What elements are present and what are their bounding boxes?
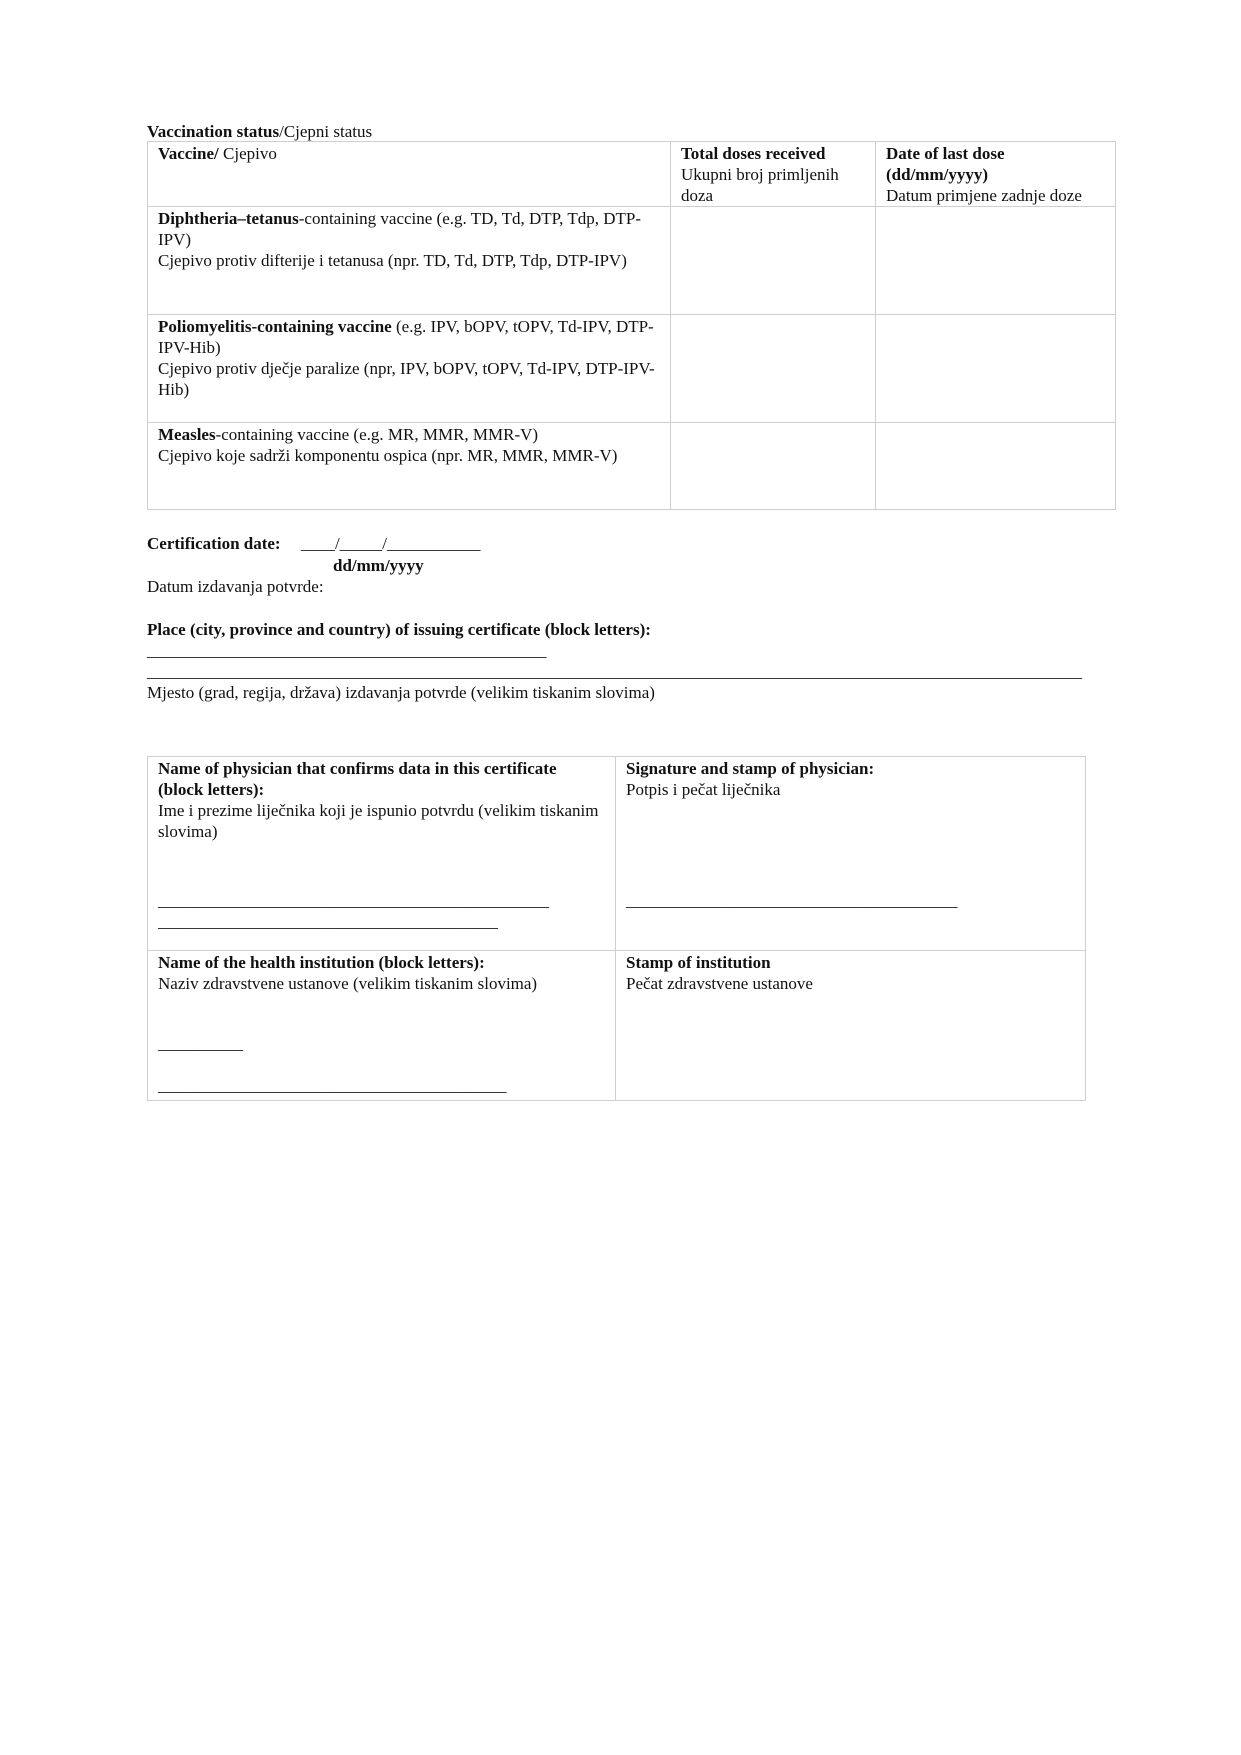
header-vaccine [148, 142, 671, 207]
place-field-line-1[interactable]: _______________________________________________ [147, 641, 547, 660]
signature-label: Signature and stamp of physician: [626, 759, 875, 778]
vaccine-desc-en: -containing vaccine (e.g. TD, Td, DTP, Tdp, DTP-IPV) [158, 209, 642, 249]
heading-rest: /Cjepni status [279, 122, 373, 141]
institution-stamp-cell [616, 951, 1086, 1101]
institution-name-line-2[interactable]: _________________________________________ [158, 1076, 507, 1095]
certification-date-field[interactable]: ____/_____/___________ [301, 534, 481, 553]
vaccine-cell [148, 207, 671, 315]
header-vaccine-bold: Vaccine/ [158, 144, 219, 163]
vaccine-cell [148, 315, 671, 423]
place-hr-label: Mjesto (grad, regija, država) izdavanja potvrde (velikim tiskanim slovima) [147, 683, 655, 702]
physician-name-line-1[interactable]: ______________________________________________ [158, 891, 549, 910]
header-date-rest: Datum primjene zadnje doze [886, 186, 1082, 205]
vaccine-desc-hr: Cjepivo koje sadrži komponentu ospica (npr. MR, MMR, MMR-V) [158, 446, 618, 465]
vaccine-name-bold: Measles [158, 425, 216, 444]
institution-name-hr-label: Naziv zdravstvene ustanove (velikim tiskanim slovima) [158, 974, 538, 993]
physician-name-line-2[interactable]: ________________________________________ [158, 912, 498, 931]
doses-cell[interactable] [671, 207, 876, 315]
header-date-bold: Date of last dose (dd/mm/yyyy) [886, 144, 1005, 184]
vaccine-desc-hr: Cjepivo protiv dječje paralize (npr, IPV, bOPV, tOPV, Td-IPV, DTP-IPV-Hib) [158, 359, 655, 399]
vaccine-cell [148, 423, 671, 510]
header-doses [671, 142, 876, 207]
physician-name-label: Name of physician that confirms data in this certificate (block letters): [158, 759, 557, 799]
signature-table-row [148, 757, 1086, 951]
signature-line[interactable]: _______________________________________ [626, 891, 958, 910]
header-last-dose [876, 142, 1116, 207]
signature-table-row [148, 951, 1086, 1101]
physician-name-cell [148, 757, 616, 951]
physician-signature-cell [616, 757, 1086, 951]
vaccine-desc-en: -containing vaccine (e.g. MR, MMR, MMR-V) [215, 425, 539, 444]
table-row [148, 207, 1116, 315]
place-field-line-2[interactable]: ______________________________________________________________________________________________________________ [147, 662, 1082, 681]
institution-name-label: Name of the health institution (block letters): [158, 953, 485, 972]
header-vaccine-rest: Cjepivo [218, 144, 277, 163]
signature-table [147, 756, 1086, 1101]
vaccine-desc-hr: Cjepivo protiv difterije i tetanusa (npr. TD, Td, DTP, Tdp, DTP-IPV) [158, 251, 627, 270]
doses-cell[interactable] [671, 315, 876, 423]
certification-date-row [147, 533, 281, 554]
physician-name-hr-label: Ime i prezime liječnika koji je ispunio potvrdu (velikim tiskanim slovima) [158, 801, 599, 841]
table-row [148, 315, 1116, 423]
date-format-hint: dd/mm/yyyy [333, 556, 424, 575]
table-row [148, 423, 1116, 510]
vaccine-name-bold: Poliomyelitis-containing vaccine [158, 317, 392, 336]
vaccination-table [147, 141, 1116, 510]
last-dose-date-cell[interactable] [876, 207, 1116, 315]
stamp-label: Stamp of institution [626, 953, 771, 972]
section-heading [147, 121, 372, 142]
stamp-hr-label: Pečat zdravstvene ustanove [626, 974, 813, 993]
vaccine-name-bold: Diphtheria–tetanus [158, 209, 299, 228]
heading-bold: Vaccination status [147, 122, 280, 141]
last-dose-date-cell[interactable] [876, 315, 1116, 423]
certification-date-label: Certification date: [147, 534, 281, 553]
last-dose-date-cell[interactable] [876, 423, 1116, 510]
header-doses-bold: Total doses received [681, 144, 826, 163]
signature-hr-label: Potpis i pečat liječnika [626, 780, 781, 799]
place-label: Place (city, province and country) of issuing certificate (block letters): [147, 620, 651, 639]
header-doses-rest: Ukupni broj primljenih doza [681, 165, 839, 205]
vaccine-desc-en: (e.g. IPV, bOPV, tOPV, Td-IPV, DTP-IPV-Hib) [158, 317, 654, 357]
doses-cell[interactable] [671, 423, 876, 510]
table-header-row [148, 142, 1116, 207]
certification-date-hr-label: Datum izdavanja potvrde: [147, 577, 324, 596]
institution-name-cell [148, 951, 616, 1101]
institution-name-line-1[interactable]: __________ [158, 1034, 243, 1053]
